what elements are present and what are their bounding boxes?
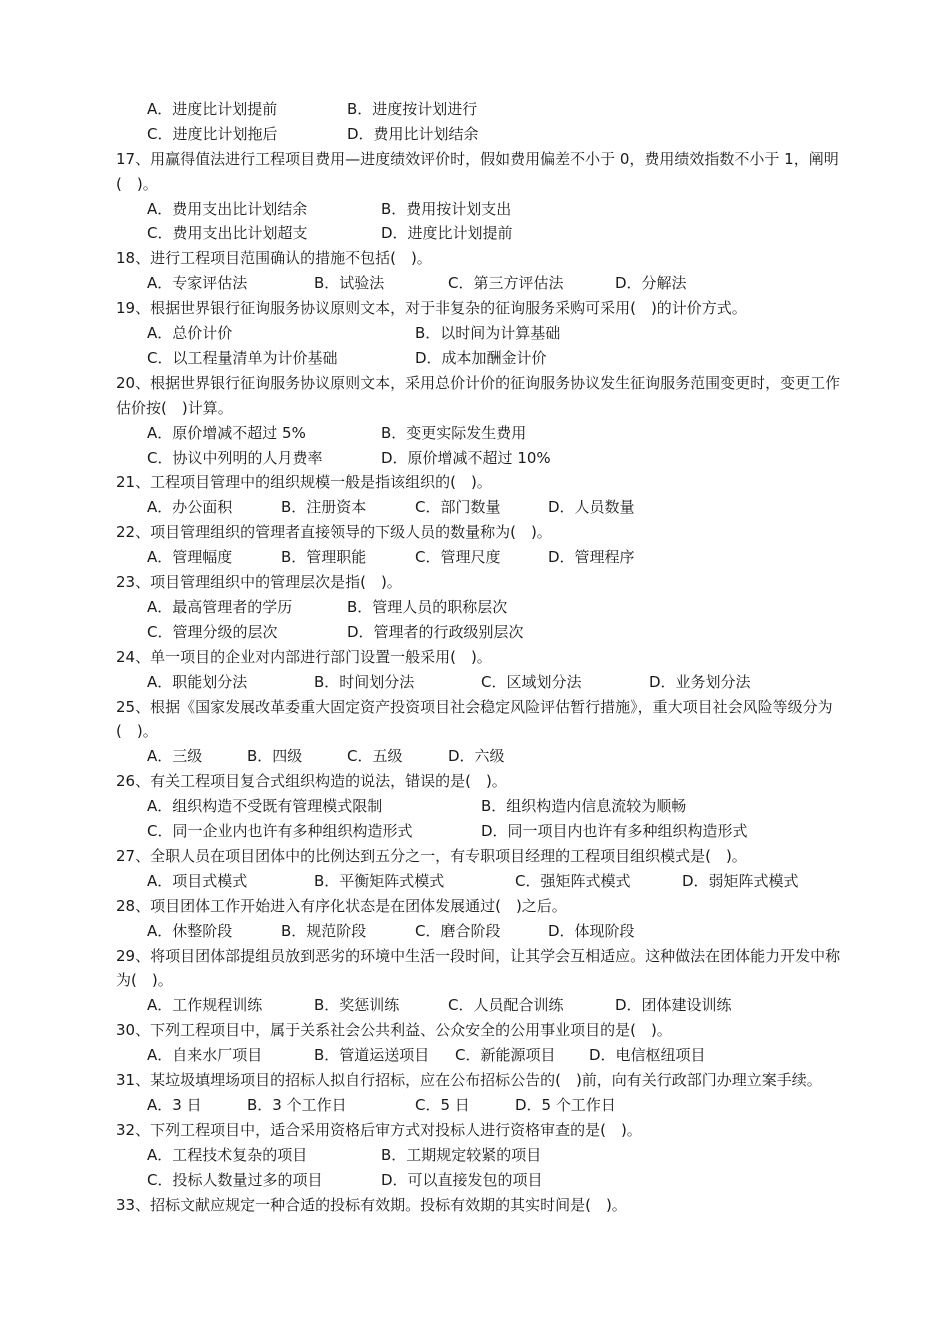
option-label: C．第三方评估法 (448, 274, 564, 293)
options-row (0, 794, 950, 819)
option-label: D．团体建设训练 (615, 996, 732, 1015)
question-block (0, 1018, 950, 1068)
options-row (0, 919, 950, 944)
options-row (0, 595, 950, 620)
question-text: 18、进行工程项目范围确认的措施不包括( )。 (116, 249, 432, 268)
option-label: A．项目式模式 (147, 871, 248, 890)
options-row (0, 221, 950, 246)
option-label: A．工作规程训练 (147, 996, 263, 1015)
question-text: 22、项目管理组织的管理者直接领导的下级人员的数量称为( )。 (116, 523, 552, 542)
option-label: D．体现阶段 (548, 921, 635, 940)
option-label: A．组织构造不受既有管理模式限制 (147, 797, 383, 816)
option-label: B．进度按计划进行 (347, 100, 478, 118)
option-label: B．管理职能 (281, 548, 367, 567)
options-row (0, 819, 950, 844)
options-row (0, 993, 950, 1018)
option-label: D．分解法 (615, 274, 687, 293)
option-label: D．管理者的行政级别层次 (347, 622, 524, 641)
options-row (0, 197, 950, 222)
option-label: D．费用比计划结余 (347, 124, 479, 143)
options-row (0, 744, 950, 769)
option-label: D．可以直接发包的项目 (381, 1170, 543, 1189)
option-label: C．同一企业内也许有多种组织构造形式 (147, 822, 413, 841)
option-label: C．费用支出比计划超支 (147, 224, 308, 243)
option-label: B．以时间为计算基础 (415, 324, 561, 343)
option-label: A．进度比计划提前 (147, 100, 278, 118)
document-page (0, 97, 950, 1217)
option-label: B．奖惩训练 (314, 996, 400, 1015)
options-row (0, 1043, 950, 1068)
options-row (0, 670, 950, 695)
option-label: C．强矩阵式模式 (515, 871, 631, 890)
option-label: B．3 个工作日 (247, 1095, 347, 1114)
option-label: D．成本加酬金计价 (415, 348, 547, 367)
option-label: C．管理分级的层次 (147, 622, 278, 641)
option-label: B．规范阶段 (281, 921, 367, 940)
option-label: A．专家评估法 (147, 274, 248, 293)
options-row (0, 446, 950, 471)
option-label: A．三级 (147, 747, 203, 766)
options-row (0, 545, 950, 570)
question-block (0, 446, 950, 471)
question-text: 27、全职人员在项目团体中的比例达到五分之一，有专职项目经理的工程项目组织模式是( )。 (116, 846, 747, 865)
question-text: 25、根据《国家发展改革委重大固定资产投资项目社会稳定风险评估暂行措施》，重大项目社会风险等级分为( )。 (116, 697, 833, 741)
options-row (0, 620, 950, 645)
option-label: C．5 日 (415, 1095, 470, 1114)
options-row (0, 1093, 950, 1118)
option-label: D．进度比计划提前 (381, 224, 513, 243)
question-block (0, 122, 950, 147)
option-label: A．原价增减不超过 5% (147, 423, 306, 442)
option-label: A．最高管理者的学历 (147, 597, 293, 616)
question-block (0, 819, 950, 844)
option-label: D．5 个工作日 (515, 1095, 616, 1114)
question-block (0, 570, 950, 620)
question-text: 26、有关工程项目复合式组织构造的说法，错误的是( )。 (116, 772, 507, 791)
options-row (0, 421, 950, 446)
option-label: A．办公面积 (147, 498, 233, 517)
question-block (0, 1193, 950, 1218)
question-block (0, 221, 950, 246)
option-label: C．人员配合训练 (448, 996, 564, 1015)
options-row (0, 869, 950, 894)
option-label: A．费用支出比计划结余 (147, 199, 308, 218)
question-text: 21、工程项目管理中的组织规模一般是指该组织的( )。 (116, 473, 492, 492)
options-row (0, 1168, 950, 1193)
question-block (0, 97, 950, 122)
option-label: C．协议中列明的人月费率 (147, 448, 323, 467)
option-label: C．区域划分法 (481, 672, 582, 691)
question-block (0, 147, 950, 222)
option-label: B．变更实际发生费用 (381, 423, 527, 442)
option-label: B．组织构造内信息流较为顺畅 (481, 797, 687, 816)
question-text: 24、单一项目的企业对内部进行部门设置一般采用( )。 (116, 647, 492, 666)
option-label: D．六级 (448, 747, 505, 766)
options-row (0, 1143, 950, 1168)
option-label: A．总价计价 (147, 324, 233, 343)
question-block (0, 944, 950, 1019)
option-label: C．磨合阶段 (415, 921, 501, 940)
option-label: A．管理幅度 (147, 548, 233, 567)
question-text: 20、根据世界银行征询服务协议原则文本，采用总价计价的征询服务协议发生征询服务范围变更时，变更工作估价按( )计算。 (116, 373, 841, 417)
option-label: C．五级 (347, 747, 403, 766)
option-label: D．人员数量 (548, 498, 635, 517)
question-block (0, 1168, 950, 1193)
option-label: B．四级 (247, 747, 303, 766)
option-label: C．投标人数量过多的项目 (147, 1170, 323, 1189)
option-label: D．弱矩阵式模式 (682, 871, 799, 890)
question-text: 17、用赢得值法进行工程项目费用—进度绩效评价时，假如费用偏差不小于 0，费用绩效指数不小于 1，阐明( )。 (116, 149, 839, 193)
question-text: 28、项目团体工作开始进入有序化状态是在团体发展通过( )之后。 (116, 896, 567, 915)
options-row (0, 321, 950, 346)
question-block (0, 371, 950, 446)
question-block (0, 346, 950, 371)
option-label: A．工程技术复杂的项目 (147, 1145, 308, 1164)
question-block (0, 246, 950, 296)
option-label: D．电信枢纽项目 (589, 1046, 706, 1065)
option-label: D．原价增减不超过 10% (381, 448, 551, 467)
question-block (0, 769, 950, 819)
option-label: A．休整阶段 (147, 921, 233, 940)
option-label: B．试验法 (314, 274, 385, 293)
question-text: 33、招标文献应规定一种合适的投标有效期。投标有效期的其实时间是( )。 (116, 1195, 627, 1214)
question-block (0, 1118, 950, 1168)
option-label: D．管理程序 (548, 548, 635, 567)
option-label: B．注册资本 (281, 498, 367, 517)
option-label: A．职能划分法 (147, 672, 248, 691)
option-label: B．管理人员的职称层次 (347, 597, 508, 616)
question-text: 19、根据世界银行征询服务协议原则文本，对于非复杂的征询服务采购可采用( )的计价方式。 (116, 299, 747, 318)
question-text: 32、下列工程项目中，适合采用资格后审方式对投标人进行资格审查的是( )。 (116, 1120, 642, 1139)
question-block (0, 844, 950, 894)
option-label: B．平衡矩阵式模式 (314, 871, 445, 890)
options-row (0, 495, 950, 520)
question-text: 29、将项目团体部提组员放到恶劣的环境中生活一段时间，让其学会互相适应。这种做法在团体能力开发中称为( )。 (116, 946, 841, 990)
option-label: D．业务划分法 (649, 672, 751, 691)
options-row (0, 97, 950, 122)
option-label: B．时间划分法 (314, 672, 415, 691)
question-block (0, 894, 950, 944)
option-label: C．进度比计划拖后 (147, 124, 278, 143)
question-block (0, 645, 950, 695)
option-label: A．自来水厂项目 (147, 1046, 263, 1065)
question-block (0, 1068, 950, 1118)
option-label: A．3 日 (147, 1095, 202, 1114)
option-label: C．管理尺度 (415, 548, 501, 567)
options-row (0, 346, 950, 371)
option-label: B．管道运送项目 (314, 1046, 430, 1065)
options-row (0, 122, 950, 147)
question-text: 31、某垃圾填埋场项目的招标人拟自行招标，应在公布招标公告的( )前，向有关行政部门办理立案手续。 (116, 1071, 822, 1090)
option-label: C．部门数量 (415, 498, 501, 517)
option-label: B．工期规定较紧的项目 (381, 1145, 542, 1164)
option-label: B．费用按计划支出 (381, 199, 512, 218)
question-block (0, 620, 950, 645)
option-label: C．以工程量清单为计价基础 (147, 348, 338, 367)
question-text: 23、项目管理组织中的管理层次是指( )。 (116, 573, 402, 592)
question-block (0, 296, 950, 346)
options-row (0, 271, 950, 296)
option-label: D．同一项目内也许有多种组织构造形式 (481, 822, 748, 841)
question-block (0, 695, 950, 770)
question-text: 30、下列工程项目中，属于关系社会公共利益、公众安全的公用事业项目的是( )。 (116, 1021, 672, 1040)
question-block (0, 520, 950, 570)
option-label: C．新能源项目 (455, 1046, 556, 1065)
question-block (0, 470, 950, 520)
